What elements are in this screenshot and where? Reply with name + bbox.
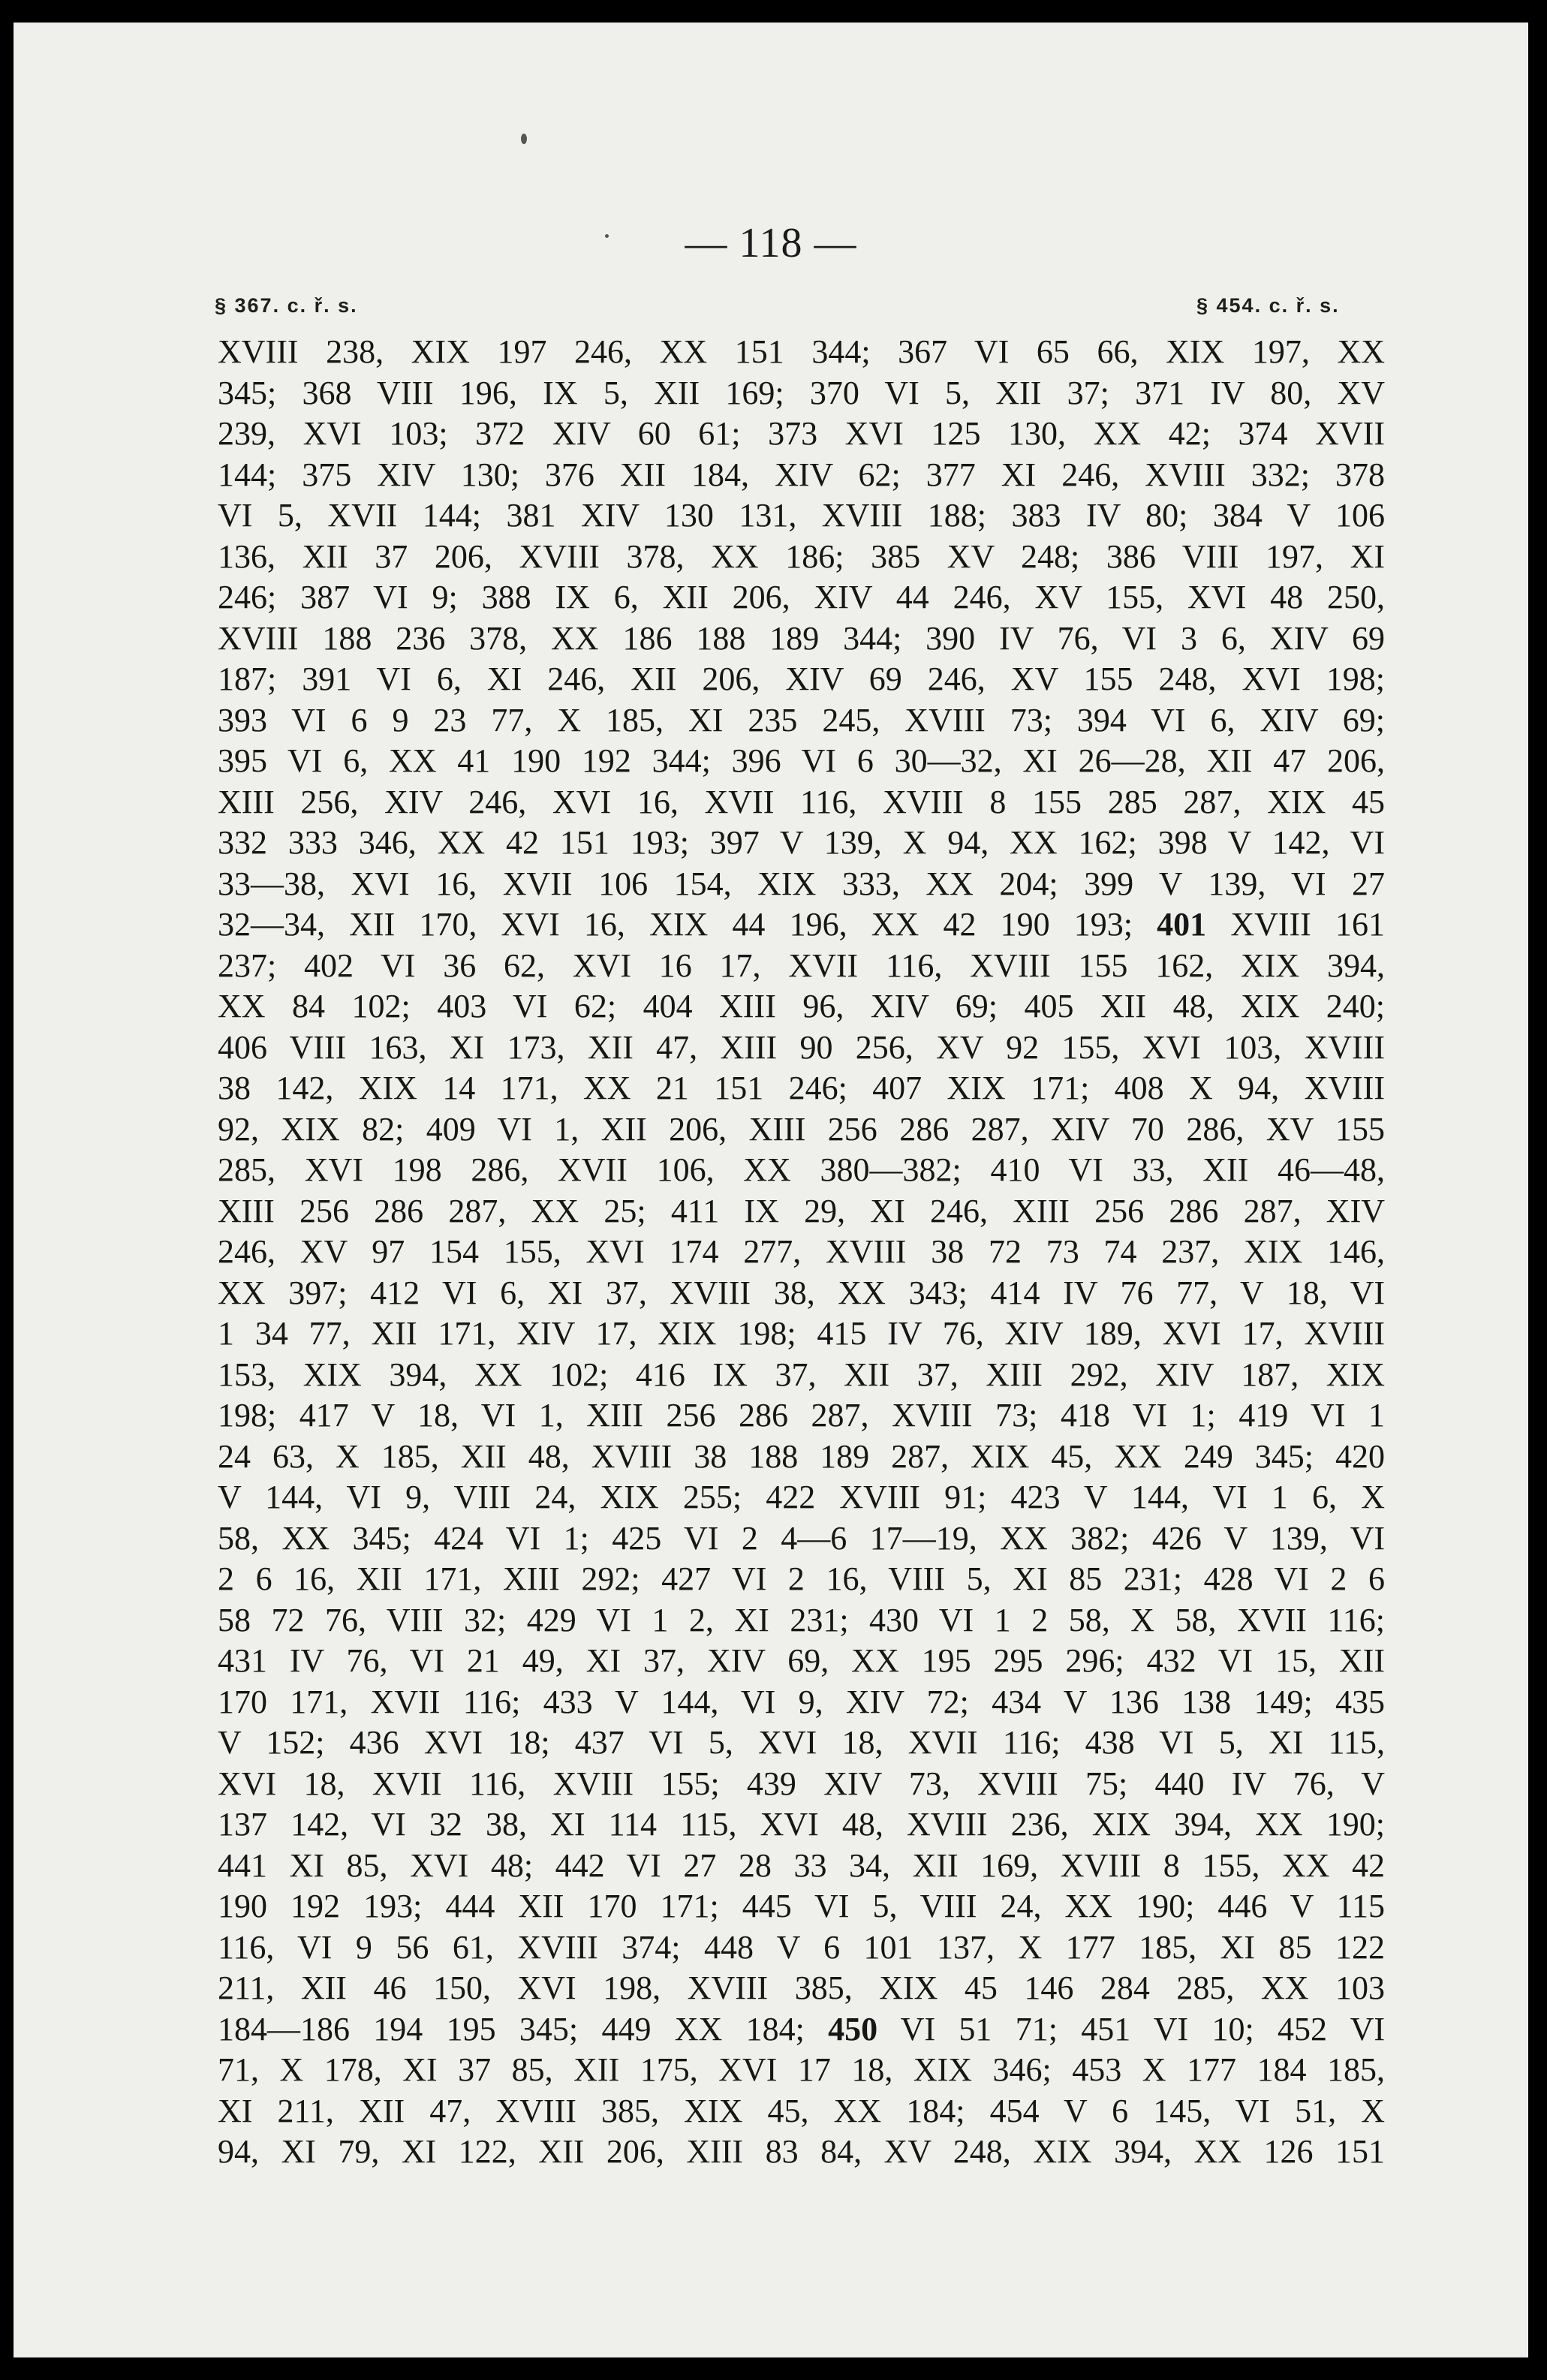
page-number: — 118 — — [685, 220, 857, 266]
text-line: XVIII 238, XIX 197 246, XX 151 344; 367 VI 65 66, XIX 197, XX — [218, 333, 1385, 370]
text-line: 38 142, XIX 14 171, XX 21 151 246; 407 XIX 171; 408 X 94, XVIII — [218, 1070, 1385, 1106]
text-line: 94, XI 79, XI 122, XII 206, XIII 83 84, XV 248, XIX 394, XX 126 151 — [218, 2133, 1385, 2170]
text-line: 58 72 76, VIII 32; 429 VI 1 2, XI 231; 430 VI 1 2 58, X 58, XVII 116; — [218, 1601, 1385, 1638]
text-line: 1 34 77, XII 171, XIV 17, XIX 198; 415 IV 76, XIV 189, XVI 17, XVIII — [218, 1315, 1385, 1352]
bold-section-number: 401 — [1157, 906, 1207, 943]
text-line: 246; 387 VI 9; 388 IX 6, XII 206, XIV 44 246, XV 155, XVI 48 250, — [218, 579, 1385, 615]
text-line: 71, X 178, XI 37 85, XII 175, XVI 17 18, XIX 346; 453 X 177 184 185, — [218, 2051, 1385, 2088]
ink-speck — [521, 134, 527, 144]
text-line: 237; 402 VI 36 62, XVI 16 17, XVII 116, XVIII 155 162, XIX 394, — [218, 946, 1385, 984]
text-line: 285, XVI 198 286, XVII 106, XX 380—382; 410 VI 33, XII 46—48, — [218, 1151, 1385, 1188]
text-line: 345; 368 VIII 196, IX 5, XII 169; 370 VI 5, XII 37; 371 IV 80, XV — [218, 374, 1385, 411]
text-line: XX 84 102; 403 VI 62; 404 XIII 96, XIV 69; 405 XII 48, XIX 240; — [218, 988, 1385, 1025]
text-line: 32—34, XII 170, XVI 16, XIX 44 196, XX 42 190 193; 401 XVIII 161 — [218, 906, 1385, 943]
bold-section-number: 450 — [828, 2010, 878, 2048]
text-line: XI 211, XII 47, XVIII 385, XIX 45, XX 184; 454 V 6 145, VI 51, X — [218, 2092, 1385, 2129]
text-line: V 144, VI 9, VIII 24, XIX 255; 422 XVIII 91; 423 V 144, VI 1 6, X — [218, 1479, 1385, 1515]
text-line: 153, XIX 394, XX 102; 416 IX 37, XII 37, XIII 292, XIV 187, XIX — [218, 1355, 1385, 1393]
text-line: 170 171, XVII 116; 433 V 144, VI 9, XIV 72; 434 V 136 138 149; 435 — [218, 1683, 1385, 1720]
text-line: XIII 256, XIV 246, XVI 16, XVII 116, XVIII 8 155 285 287, XIX 45 — [218, 783, 1385, 820]
text-line: 116, VI 9 56 61, XVIII 374; 448 V 6 101 137, X 177 185, XI 85 122 — [218, 1928, 1385, 1966]
text-line: 24 63, X 185, XII 48, XVIII 38 188 189 287, XIX 45, XX 249 345; 420 — [218, 1437, 1385, 1475]
text-line: 190 192 193; 444 XII 170 171; 445 VI 5, VIII 24, XX 190; 446 V 115 — [218, 1888, 1385, 1924]
text-line: VI 5, XVII 144; 381 XIV 130 131, XVIII 188; 383 IV 80; 384 V 106 — [218, 497, 1385, 534]
text-line: 239, XVI 103; 372 XIV 60 61; 373 XVI 125 130, XX 42; 374 XVII — [218, 415, 1385, 452]
text-line: 2 6 16, XII 171, XIII 292; 427 VI 2 16, VIII 5, XI 85 231; 428 VI 2 6 — [218, 1560, 1385, 1597]
text-line: 431 IV 76, VI 21 49, XI 37, XIV 69, XX 195 295 296; 432 VI 15, XII — [218, 1642, 1385, 1679]
text-line: 137 142, VI 32 38, XI 114 115, XVI 48, XVIII 236, XIX 394, XX 190; — [218, 1806, 1385, 1843]
text-line: XX 397; 412 VI 6, XI 37, XVIII 38, XX 343; 414 IV 76 77, V 18, VI — [218, 1274, 1385, 1311]
text-line: 395 VI 6, XX 41 190 192 344; 396 VI 6 30—32, XI 26—28, XII 47 206, — [218, 742, 1385, 779]
text-line: 332 333 346, XX 42 151 193; 397 V 139, X 94, XX 162; 398 V 142, VI — [218, 824, 1385, 861]
text-line: 441 XI 85, XVI 48; 442 VI 27 28 33 34, XII 169, XVIII 8 155, XX 42 — [218, 1846, 1385, 1884]
text-line: 211, XII 46 150, XVI 198, XVIII 385, XIX 45 146 284 285, XX 103 — [218, 1969, 1385, 2006]
running-head-left: § 367. c. ř. s. — [215, 294, 358, 317]
text-line: 198; 417 V 18, VI 1, XIII 256 286 287, XVIII 73; 418 VI 1; 419 VI 1 — [218, 1397, 1385, 1434]
text-line: XVI 18, XVII 116, XVIII 155; 439 XIV 73, XVIII 75; 440 IV 76, V — [218, 1765, 1385, 1802]
text-line: 393 VI 6 9 23 77, X 185, XI 235 245, XVIII 73; 394 VI 6, XIV 69; — [218, 701, 1385, 739]
text-line: 144; 375 XIV 130; 376 XII 184, XIV 62; 377 XI 246, XVIII 332; 378 — [218, 456, 1385, 493]
scanned-page — [14, 23, 1528, 2357]
text-line: 246, XV 97 154 155, XVI 174 277, XVIII 38 72 73 74 237, XIX 146, — [218, 1233, 1385, 1270]
text-line: 184—186 194 195 345; 449 XX 184; 450 VI 51 71; 451 VI 10; 452 VI — [218, 2010, 1385, 2048]
text-line: XVIII 188 236 378, XX 186 188 189 344; 390 IV 76, VI 3 6, XIV 69 — [218, 619, 1385, 657]
index-text-block — [218, 332, 1385, 2173]
running-head-right: § 454. c. ř. s. — [1196, 294, 1340, 317]
text-line: 187; 391 VI 6, XI 246, XII 206, XIV 69 246, XV 155 248, XVI 198; — [218, 660, 1385, 697]
text-line: 406 VIII 163, XI 173, XII 47, XIII 90 256, XV 92 155, XVI 103, XVIII — [218, 1028, 1385, 1066]
text-line: 92, XIX 82; 409 VI 1, XII 206, XIII 256 286 287, XIV 70 286, XV 155 — [218, 1110, 1385, 1148]
text-line: V 152; 436 XVI 18; 437 VI 5, XVI 18, XVII 116; 438 VI 5, XI 115, — [218, 1724, 1385, 1761]
text-line: 58, XX 345; 424 VI 1; 425 VI 2 4—6 17—19, XX 382; 426 V 139, VI — [218, 1519, 1385, 1557]
text-line: 136, XII 37 206, XVIII 378, XX 186; 385 XV 248; 386 VIII 197, XI — [218, 537, 1385, 575]
text-line: XIII 256 286 287, XX 25; 411 IX 29, XI 246, XIII 256 286 287, XIV — [218, 1192, 1385, 1229]
text-line: 33—38, XVI 16, XVII 106 154, XIX 333, XX 204; 399 V 139, VI 27 — [218, 865, 1385, 902]
